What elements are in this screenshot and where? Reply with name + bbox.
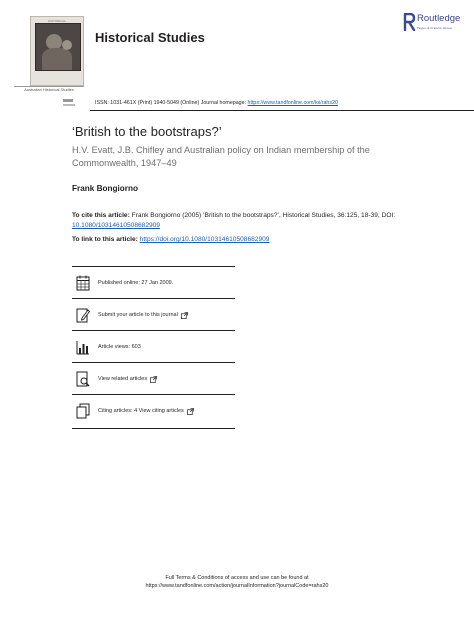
external-link-icon — [181, 312, 188, 319]
cover-tiny-text: HISTORICAL — [48, 19, 66, 23]
mini-publisher-logo — [63, 99, 73, 102]
routledge-r-icon — [403, 13, 417, 31]
journal-cover-image — [30, 16, 84, 86]
info-box-rule-4 — [72, 394, 235, 395]
cite-label: To cite this article: — [72, 212, 130, 219]
publisher-logo[interactable] — [403, 13, 473, 43]
link-block — [72, 236, 269, 243]
link-label: To link to this article: — [72, 236, 140, 243]
issn-text: ISSN: 1031-461X (Print) 1940-5049 (Online) Journal homepage: — [95, 100, 248, 106]
article-title: ‘British to the bootstraps?’ — [72, 124, 222, 139]
cite-text: Frank Bongiorno (2005) ‘British to the bootstraps?’, Historical Studies, 36:125, 18-39, DOI: — [129, 212, 396, 219]
related-articles-row[interactable] — [76, 370, 157, 388]
info-box-rule-1 — [72, 298, 235, 299]
terms-url[interactable]: https://www.tandfonline.com/action/journalInformation?journalCode=rahs20 — [145, 583, 329, 589]
cite-doi-link[interactable]: 10.1080/10314610508682909 — [72, 221, 161, 229]
citations-icon — [76, 403, 90, 419]
citation-block — [72, 211, 402, 230]
terms-line: Full Terms & Conditions of access and use can be found at — [165, 575, 309, 581]
citing-articles-link[interactable]: Citing articles: 4 View citing articles — [98, 408, 184, 414]
info-box-rule-2 — [72, 330, 235, 331]
cover-journal-name: Australian Historical Studies — [24, 87, 74, 92]
article-subtitle: H.V. Evatt, J.B. Chifley and Australian policy on Indian membership of the Commonwealth, 1947–49 — [72, 145, 370, 168]
article-doi-link[interactable]: https://doi.org/10.1080/10314610508682909 — [139, 236, 270, 243]
published-date-text: Published online: 27 Jan 2009. — [98, 280, 174, 286]
header-divider — [90, 110, 474, 111]
submit-article-row[interactable] — [76, 306, 188, 324]
publisher-tagline: Taylor & Francis Group — [417, 26, 453, 30]
citing-articles-row[interactable] — [76, 402, 194, 420]
external-link-icon — [150, 376, 157, 383]
terms-footer — [0, 574, 474, 590]
journal-title: Historical Studies — [95, 30, 205, 45]
mini-publisher-logo-sub — [63, 104, 75, 106]
article-views-text: Article views: 603 — [98, 344, 141, 350]
calendar-icon — [76, 275, 90, 291]
journal-homepage-link[interactable]: https://www.tandfonline.com/loi/rahs20 — [247, 100, 338, 106]
external-link-icon — [187, 408, 194, 415]
bar-chart-icon — [76, 339, 90, 355]
info-box-bottom-rule — [72, 428, 235, 429]
document-search-icon — [76, 371, 90, 387]
submit-article-link[interactable]: Submit your article to this journal — [98, 312, 178, 318]
article-author: Frank Bongiorno — [72, 184, 138, 193]
related-articles-link[interactable]: View related articles — [98, 376, 148, 382]
issn-line — [95, 100, 338, 106]
cover-photo — [35, 23, 81, 71]
info-box-rule-3 — [72, 362, 235, 363]
pencil-icon — [76, 307, 90, 323]
info-box-top-rule — [72, 266, 235, 267]
publisher-name: Routledge — [417, 13, 461, 24]
article-views-row — [76, 338, 141, 356]
published-row — [76, 274, 173, 292]
